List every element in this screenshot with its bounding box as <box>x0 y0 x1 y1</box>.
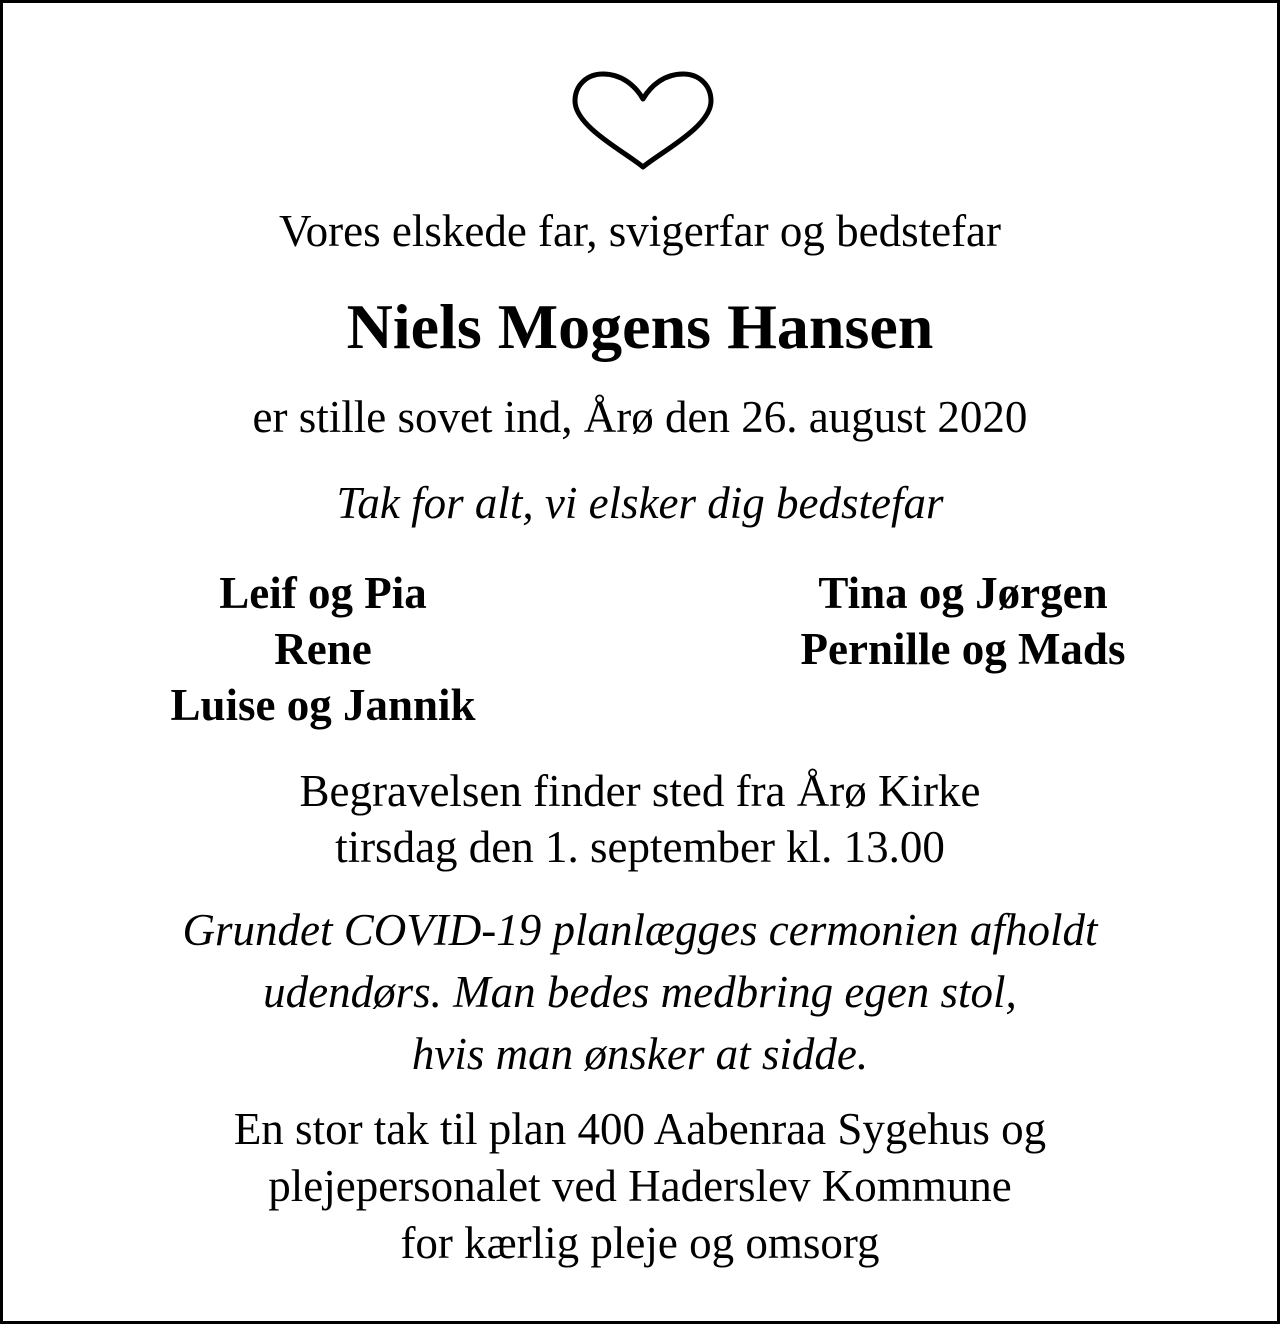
family-column-right <box>703 565 1223 677</box>
family-member: Tina og Jørgen <box>818 568 1108 618</box>
gratitude-text <box>3 1101 1277 1272</box>
family-column-left <box>63 565 583 733</box>
family-member: Rene <box>274 624 372 674</box>
gratitude-line: En stor tak til plan 400 Aabenraa Sygehus og <box>233 1104 1047 1154</box>
passing-text: er stille sovet ind, Årø den 26. august 2020 <box>252 392 1028 442</box>
heart-icon <box>569 69 717 173</box>
funeral-info <box>3 763 1277 875</box>
covid-note <box>3 899 1277 1085</box>
covid-line: hvis man ønsker at sidde. <box>411 1029 869 1079</box>
deceased-name: Niels Mogens Hansen <box>346 291 934 362</box>
farewell-text: Tak for alt, vi elsker dig bedstefar <box>336 478 944 528</box>
gratitude-line: plejepersonalet ved Haderslev Kommune <box>268 1161 1012 1211</box>
family-member: Pernille og Mads <box>800 624 1126 674</box>
intro-text: Vores elskede far, svigerfar og bedstefar <box>278 206 1002 256</box>
family-member: Luise og Jannik <box>170 680 476 730</box>
family-member: Leif og Pia <box>219 568 427 618</box>
covid-line: Grundet COVID-19 planlægges cermonien afholdt <box>182 905 1098 955</box>
funeral-line: tirsdag den 1. september kl. 13.00 <box>335 822 945 872</box>
gratitude-line: for kærlig pleje og omsorg <box>400 1218 880 1268</box>
covid-line: udendørs. Man bedes medbring egen stol, <box>263 967 1017 1017</box>
funeral-line: Begravelsen finder sted fra Årø Kirke <box>299 766 981 816</box>
